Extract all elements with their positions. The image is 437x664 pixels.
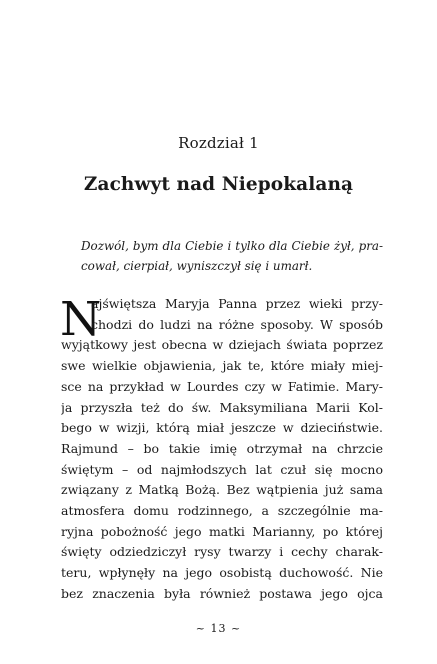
body-line: bego w wizji, którą miał jeszcze w dzieciństwie. [61,420,383,436]
chapter-label: Rozdział 1 [178,134,259,152]
body-line: Rajmund – bo takie imię otrzymał na chrzcie [61,440,383,456]
body-line: atmosfera domu rodzinnego, a szczególnie ma- [61,503,383,519]
body-line: teru, wpłynęły na jego osobistą duchowość. Nie [61,565,383,581]
epigraph-line: cował, cierpiał, wyniszczył się i umarł. [81,259,313,273]
body-line: wyjątkowy jest obecna w dziejach świata poprzez [61,337,383,353]
body-line: święty odziedziczył rysy twarzy i cechy charak- [61,544,383,560]
epigraph [81,236,383,276]
body-line: swe wielkie objawienia, jak te, które miały miej- [61,358,383,374]
chapter-title: Zachwyt nad Niepokalaną [83,174,354,195]
body-line: ja przyszła też do św. Maksymiliana Marii Kol- [61,399,383,415]
body-line: świętym – od najmłodszych lat czuł się mocno [61,461,383,477]
page-number: ~ 13 ~ [195,622,242,635]
epigraph-line: Dozwól, bym dla Ciebie i tylko dla Ciebie żył, pra- [81,239,383,253]
body-line: ryjna pobożność jego matki Marianny, po której [61,523,383,539]
drop-cap: N [60,292,102,347]
body-line: ajświętsza Maryja Panna przez wieki przy- [91,296,383,311]
body-line: związany z Matką Bożą. Bez wątpienia już sama [61,482,383,498]
body-line: chodzi do ludzi na różne sposoby. W sposób [91,316,383,332]
body-line: bez znaczenia była również postawa jego ojca [61,585,383,601]
body-line: sce na przykład w Lourdes czy w Fatimie. Mary- [61,378,383,394]
body-text [61,294,383,605]
